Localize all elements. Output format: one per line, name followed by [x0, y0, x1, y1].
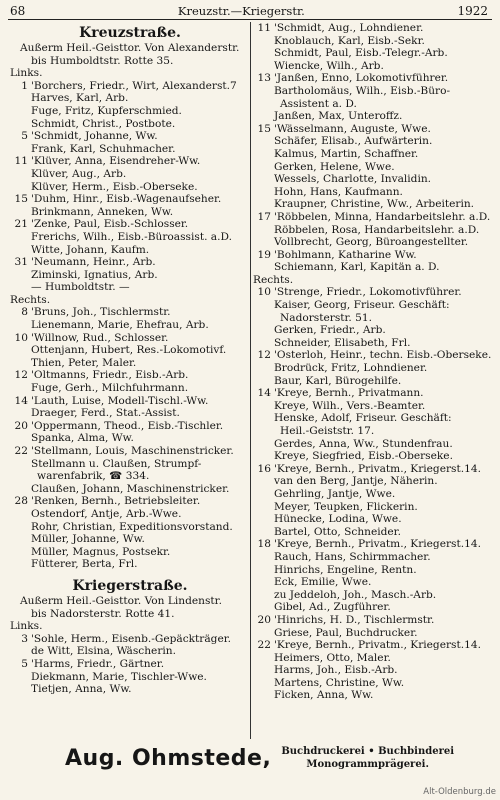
directory-line: — Humboldtstr. —: [31, 281, 130, 294]
address-entry: [10, 218, 250, 231]
directory-line: Griese, Paul, Buchdrucker.: [274, 626, 418, 639]
directory-line: warenfabrik, ☎ 334.: [37, 470, 150, 483]
house-number: 14: [257, 387, 271, 400]
column-divider: [250, 22, 251, 739]
address-entry: [253, 538, 498, 551]
directory-line: Gerken, Helene, Wwe.: [274, 160, 395, 173]
directory-line: Draeger, Ferd., Stat.-Assist.: [31, 407, 180, 420]
house-number: 10: [14, 331, 28, 344]
directory-line: Schmidt, Paul, Eisb.-Telegr.-Arb.: [274, 47, 448, 60]
resident-text: 'Schmidt, Aug., Lohndiener.: [274, 22, 424, 34]
resident-text: 'Janßen, Enno, Lokomotivführer.: [274, 72, 449, 85]
house-number: 21: [14, 218, 28, 231]
directory-line: Ficken, Anna, Ww.: [274, 689, 374, 702]
directory-line: Fuge, Fritz, Kupferschmied.: [31, 104, 182, 117]
address-entry: [253, 349, 498, 362]
house-number: 1: [21, 79, 28, 92]
resident-text: 'Lauth, Luise, Modell-Tischl.-Ww.: [31, 394, 209, 407]
address-entry: [253, 286, 498, 299]
page-year: 1922: [457, 4, 488, 18]
resident-text: 'Schmidt, Johanne, Ww.: [31, 130, 158, 143]
directory-line: Schneider, Elisabeth, Frl.: [274, 336, 411, 349]
address-entry: [253, 387, 498, 400]
resident-text: 'Röbbelen, Minna, Handarbeitslehr. a.D.: [274, 210, 491, 223]
address-entry: [10, 369, 250, 382]
directory-line: Vollbrecht, Georg, Büroangestellter.: [274, 236, 469, 249]
header-rule: [8, 19, 492, 20]
address-entry: [10, 155, 250, 168]
house-number: 22: [257, 639, 271, 652]
resident-text: 'Sohle, Herm., Eisenb.-Gepäckträger.: [31, 632, 231, 645]
resident-text: 'Wässelmann, Auguste, Wwe.: [274, 122, 431, 135]
resident-text: 'Klüver, Anna, Eisendreher-Ww.: [31, 155, 201, 168]
watermark: Alt-Oldenburg.de: [423, 787, 496, 797]
directory-line: Heimers, Otto, Maler.: [274, 651, 391, 664]
address-entry: [10, 193, 250, 206]
directory-line: Kraupner, Christine, Ww., Arbeiterin.: [274, 198, 475, 211]
resident-text: 'Harms, Friedr., Gärtner.: [31, 657, 165, 670]
house-number: 19: [257, 248, 271, 261]
house-number: 28: [14, 495, 28, 508]
house-number: 13: [257, 72, 271, 85]
resident-text: 'Stellmann, Louis, Maschinenstricker.: [31, 445, 234, 457]
directory-line: Assistent a. D.: [280, 97, 357, 110]
left-column: [10, 22, 250, 696]
advertiser-line1: Buchdruckerei • Buchbinderei: [281, 746, 455, 757]
house-number: 5: [21, 130, 28, 143]
house-number: 15: [257, 122, 271, 135]
address-entry: [10, 445, 250, 458]
directory-line: Schiemann, Karl, Kapitän a. D.: [274, 261, 440, 274]
directory-line: Gerdes, Anna, Ww., Stundenfrau.: [274, 437, 453, 450]
directory-line: Rauch, Hans, Schirmmacher.: [274, 550, 431, 563]
directory-line: Gerken, Friedr., Arb.: [274, 324, 386, 337]
directory-line: Tietjen, Anna, Ww.: [31, 683, 132, 696]
house-number: 14: [14, 394, 28, 407]
resident-text: 'Bohlmann, Katharine Ww.: [274, 248, 417, 261]
address-entry: [253, 22, 498, 35]
directory-line: Ziminski, Ignatius, Arb.: [31, 268, 158, 281]
directory-line: Brodrück, Fritz, Lohndiener.: [274, 362, 428, 375]
directory-line: Thien, Peter, Maler.: [31, 356, 137, 369]
address-entry: [10, 306, 250, 319]
directory-line: Ostendorf, Antje, Arb.-Wwe.: [31, 507, 182, 520]
house-number: 8: [21, 306, 28, 319]
house-number: 31: [14, 256, 28, 269]
house-number: 20: [14, 419, 28, 432]
directory-line: Lienemann, Marie, Ehefrau, Arb.: [31, 319, 209, 332]
page-title: Kreuzstr.—Kriegerstr.: [177, 4, 305, 18]
address-entry: [253, 614, 498, 627]
advertiser-services: [281, 745, 454, 771]
address-entry: [253, 249, 498, 262]
directory-line: Witte, Johann, Kaufm.: [31, 243, 150, 256]
directory-line: Frerichs, Wilh., Eisb.-Büroassist. a.D.: [31, 230, 232, 243]
address-entry: [10, 420, 250, 433]
directory-line: Fuge, Gerh., Milchfuhrmann.: [31, 382, 189, 395]
side-label: Rechts.: [253, 273, 294, 286]
directory-line: bis Humboldtstr. Rotte 35.: [31, 54, 174, 67]
directory-line: Klüver, Herm., Eisb.-Oberseke.: [31, 180, 198, 193]
address-entry: [10, 495, 250, 508]
house-number: 22: [14, 445, 28, 457]
resident-text: 'Kreye, Bernh., Privatm., Kriegerst.14.: [274, 462, 481, 475]
resident-text: 'Borchers, Friedr., Wirt, Alexanderst.7: [31, 79, 237, 92]
house-number: 20: [257, 613, 271, 626]
resident-text: 'Strenge, Friedr., Lokomotivführer.: [274, 286, 462, 299]
directory-line: Außerm Heil.-Geisttor. Von Lindenstr.: [20, 594, 222, 607]
directory-line: Kaiser, Georg, Friseur. Geschäft:: [274, 299, 450, 312]
address-entry: [253, 639, 498, 652]
resident-text: 'Neumann, Heinr., Arb.: [31, 256, 156, 269]
resident-text: 'Zenke, Paul, Eisb.-Schlosser.: [31, 218, 189, 231]
address-entry: [10, 130, 250, 143]
address-entry: [10, 80, 250, 93]
directory-line: Baur, Karl, Bürogehilfe.: [274, 374, 402, 387]
directory-line: Spanka, Alma, Ww.: [31, 432, 134, 445]
side-label: Rechts.: [10, 293, 51, 306]
directory-line: Außerm Heil.-Geisttor. Von Alexanderstr.: [20, 42, 240, 54]
right-column: [253, 22, 498, 702]
advertisement: [65, 741, 465, 775]
address-entry: [10, 395, 250, 408]
address-entry: [253, 211, 498, 224]
resident-text: 'Kreye, Bernh., Privatm., Kriegerst.14.: [274, 538, 481, 551]
house-number: 15: [14, 193, 28, 206]
directory-line: Meyer, Teupken, Flickerin.: [274, 500, 418, 513]
directory-line: Hinrichs, Engeline, Rentn.: [274, 563, 417, 576]
house-number: 11: [14, 155, 28, 168]
directory-line: Kalmus, Martin, Schaffner.: [274, 147, 419, 160]
page-number: 68: [10, 4, 26, 18]
directory-line: Knoblauch, Karl, Eisb.-Sekr.: [274, 34, 425, 47]
resident-text: 'Kreye, Bernh., Privatm., Kriegerst.14.: [274, 639, 481, 652]
directory-line: Wiencke, Wilh., Arb.: [274, 59, 384, 72]
directory-line: Martens, Christine, Ww.: [274, 676, 405, 689]
resident-text: 'Bruns, Joh., Tischlermstr.: [31, 306, 171, 319]
house-number: 10: [257, 286, 271, 299]
directory-line: Müller, Magnus, Postsekr.: [31, 545, 171, 558]
directory-line: van den Berg, Jantje, Näherin.: [274, 475, 438, 488]
directory-line: Rohr, Christian, Expeditionsvorstand.: [31, 520, 233, 533]
directory-line: Hohn, Hans, Kaufmann.: [274, 185, 403, 198]
directory-line: Wessels, Charlotte, Invalidin.: [274, 173, 432, 186]
directory-line: Röbbelen, Rosa, Handarbeitslehr. a.D.: [274, 223, 480, 236]
resident-text: 'Duhm, Hinr., Eisb.-Wagenaufseher.: [31, 193, 222, 206]
directory-line: Brinkmann, Anneken, Ww.: [31, 205, 174, 218]
address-entry: [10, 332, 250, 345]
directory-line: Kreye, Wilh., Vers.-Beamter.: [274, 399, 426, 412]
directory-line: Nadorsterstr. 51.: [280, 311, 373, 324]
directory-line: Klüver, Aug., Arb.: [31, 167, 127, 180]
address-entry: [253, 463, 498, 476]
directory-line: Gehrling, Jantje, Wwe.: [274, 487, 396, 500]
resident-text: 'Hinrichs, H. D., Tischlermstr.: [274, 613, 435, 626]
directory-line: Fütterer, Berta, Frl.: [31, 558, 138, 571]
address-entry: [10, 256, 250, 269]
directory-line: de Witt, Elsina, Wäscherin.: [31, 645, 176, 658]
house-number: 3: [21, 632, 28, 645]
house-number: 18: [257, 538, 271, 551]
side-label: Links.: [10, 67, 43, 80]
directory-line: Henske, Adolf, Friseur. Geschäft:: [274, 412, 452, 425]
house-number: 5: [21, 657, 28, 670]
advertiser-line2: Monogrammprägerei.: [306, 759, 429, 770]
resident-text: 'Oppermann, Theod., Eisb.-Tischler.: [31, 419, 224, 432]
resident-text: 'Renken, Bernh., Betriebsleiter.: [31, 495, 201, 508]
directory-line: Janßen, Max, Unteroffz.: [274, 110, 403, 123]
house-number: 17: [257, 210, 271, 223]
resident-text: 'Osterloh, Heinr., techn. Eisb.-Oberseke.: [274, 349, 492, 362]
resident-text: 'Oltmanns, Friedr., Eisb.-Arb.: [31, 369, 189, 382]
house-number: 11: [257, 22, 271, 34]
directory-line: Schmidt, Christ., Postbote.: [31, 117, 176, 130]
directory-line: Müller, Johanne, Ww.: [31, 533, 145, 546]
street-heading: Kriegerstraße.: [72, 577, 188, 594]
directory-line: Eck, Emilie, Wwe.: [274, 576, 372, 589]
directory-line: Stellmann u. Claußen, Strumpf-: [31, 457, 202, 470]
house-number: 12: [14, 369, 28, 382]
house-number: 12: [257, 349, 271, 362]
resident-text: 'Kreye, Bernh., Privatmann.: [274, 387, 424, 400]
directory-line: Harms, Joh., Eisb.-Arb.: [274, 664, 398, 677]
house-number: 16: [257, 462, 271, 475]
address-entry: [10, 633, 250, 646]
advertiser-name: Aug. Ohmstede,: [65, 745, 272, 771]
directory-line: Claußen, Johann, Maschinenstricker.: [31, 482, 230, 495]
directory-line: Schäfer, Elisab., Aufwärterin.: [274, 135, 433, 148]
directory-line: Hünecke, Lodina, Wwe.: [274, 513, 402, 526]
directory-line: Heil.-Geiststr. 17.: [280, 425, 375, 437]
directory-line: Harves, Karl, Arb.: [31, 92, 129, 105]
page-header: [10, 4, 488, 20]
directory-line: bis Nadorsterstr. Rotte 41.: [31, 607, 175, 620]
directory-line: zu Jeddeloh, Joh., Masch.-Arb.: [274, 588, 437, 601]
directory-line: Bartel, Otto, Schneider.: [274, 525, 401, 538]
directory-line: Ottenjann, Hubert, Res.-Lokomotivf.: [31, 344, 227, 357]
address-entry: [253, 72, 498, 85]
directory-line: Kreye, Siegfried, Eisb.-Oberseke.: [274, 450, 453, 463]
directory-line: Diekmann, Marie, Tischler-Wwe.: [31, 670, 207, 683]
address-entry: [10, 658, 250, 671]
directory-line: Frank, Karl, Schuhmacher.: [31, 142, 176, 155]
directory-line: Bartholomäus, Wilh., Eisb.-Büro-: [274, 84, 451, 97]
directory-line: Gibel, Ad., Zugführer.: [274, 601, 391, 614]
street-heading: Kreuzstraße.: [79, 25, 181, 41]
address-entry: [253, 123, 498, 136]
resident-text: 'Willnow, Rud., Schlosser.: [31, 331, 169, 344]
side-label: Links.: [10, 620, 43, 633]
